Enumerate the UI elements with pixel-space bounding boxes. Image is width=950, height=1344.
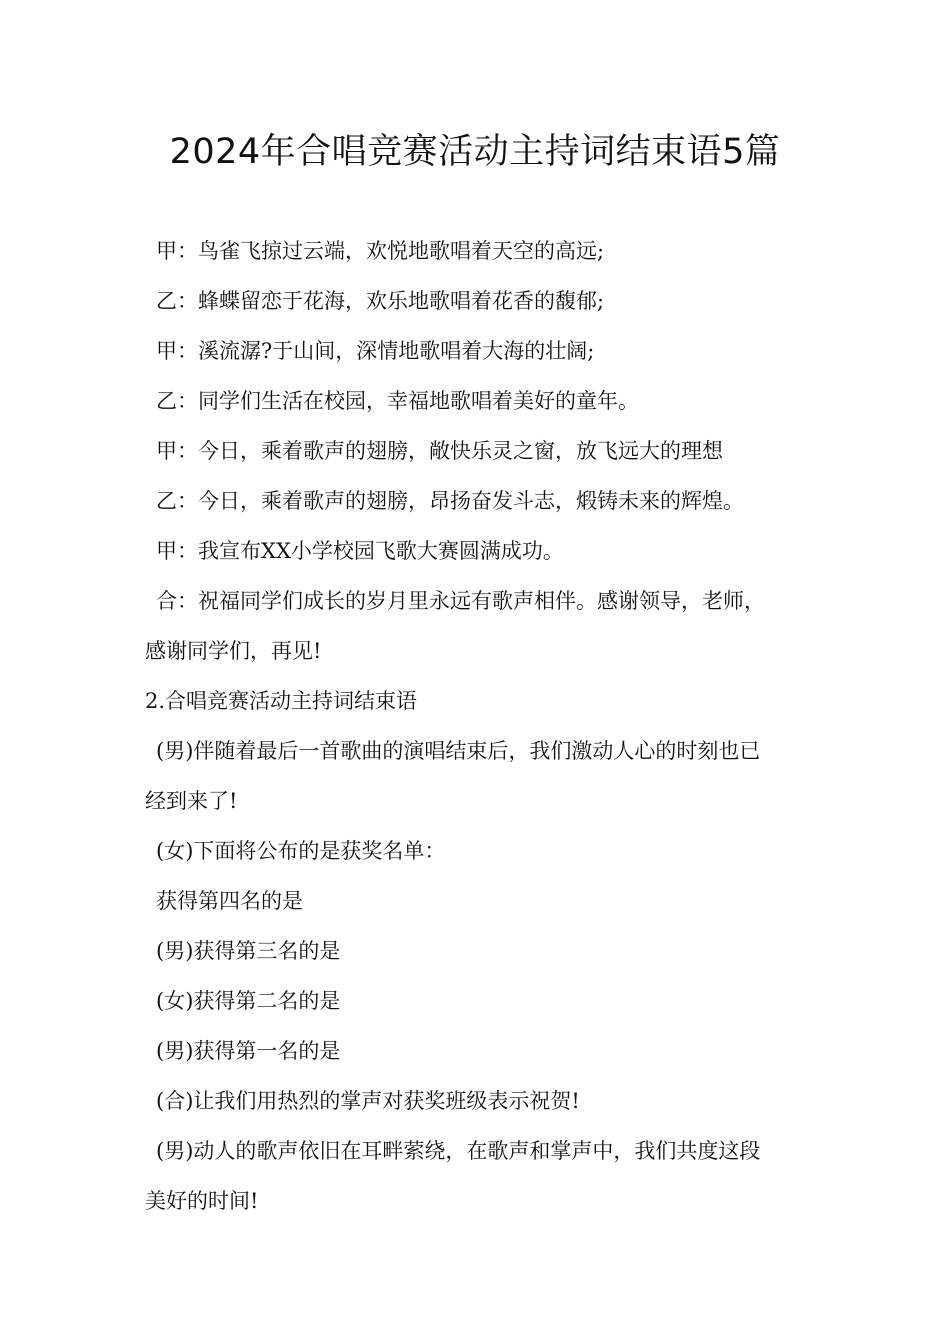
text-line: 获得第四名的是 xyxy=(156,889,303,913)
text-line: 经到来了! xyxy=(145,789,238,813)
text-line: (女)下面将公布的是获奖名单： xyxy=(156,839,446,863)
text-line: 甲：鸟雀飞掠过云端，欢悦地歌唱着天空的高远; xyxy=(156,239,605,263)
text-line: 甲：我宣布XX小学校园飞歌大赛圆满成功。 xyxy=(156,539,564,563)
text-line: (男)获得第三名的是 xyxy=(156,939,341,963)
text-line: 感谢同学们，再见! xyxy=(145,639,322,663)
document-body xyxy=(145,226,810,1226)
text-line: 美好的时间! xyxy=(145,1189,259,1213)
text-line: 乙：同学们生活在校园，幸福地歌唱着美好的童年。 xyxy=(156,389,639,413)
text-line: 合：祝福同学们成长的岁月里永远有歌声相伴。感谢领导，老师， xyxy=(156,589,765,613)
text-line: 乙：蜂蝶留恋于花海，欢乐地歌唱着花香的馥郁; xyxy=(156,289,605,313)
text-line: (男)获得第一名的是 xyxy=(156,1039,341,1063)
text-line: (合)让我们用热烈的掌声对获奖班级表示祝贺! xyxy=(156,1089,580,1113)
text-line: 乙：今日，乘着歌声的翅膀，昂扬奋发斗志，煅铸未来的辉煌。 xyxy=(156,489,744,513)
document-title: 2024年合唱竞赛活动主持词结束语5篇 xyxy=(169,132,781,172)
text-line: 2.合唱竞赛活动主持词结束语 xyxy=(145,689,418,713)
text-line: (女)获得第二名的是 xyxy=(156,989,341,1013)
text-line: 甲：今日，乘着歌声的翅膀，敞快乐灵之窗，放飞远大的理想 xyxy=(156,439,723,463)
text-line: (男)伴随着最后一首歌曲的演唱结束后，我们激动人心的时刻也已 xyxy=(156,739,761,763)
text-line: (男)动人的歌声依旧在耳畔萦绕，在歌声和掌声中，我们共度这段 xyxy=(156,1139,761,1163)
text-line: 甲：溪流潺?于山间，深情地歌唱着大海的壮阔; xyxy=(156,339,595,363)
